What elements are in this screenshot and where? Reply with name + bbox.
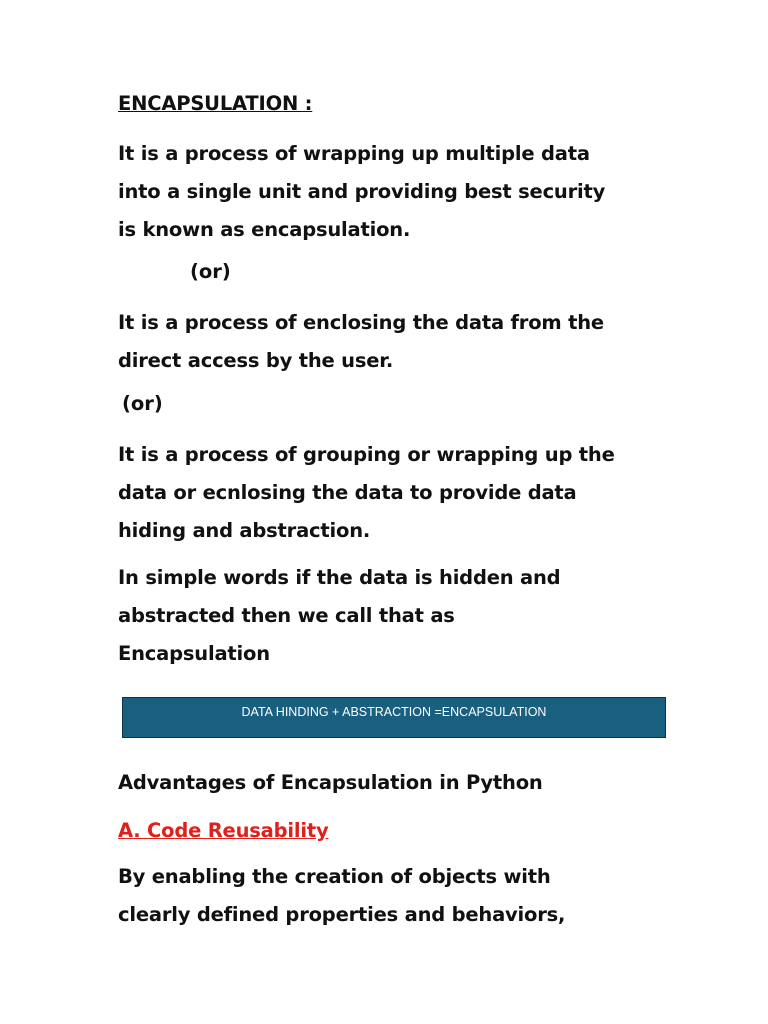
- text-line: In simple words if the data is hidden and: [118, 566, 561, 590]
- paragraph-definition-3: [118, 436, 678, 549]
- formula-banner: [122, 697, 666, 738]
- section-heading-advantages: Advantages of Encapsulation in Python: [118, 770, 543, 794]
- text-line: direct access by the user.: [118, 349, 394, 373]
- text-line: It is a process of enclosing the data from the: [118, 311, 604, 335]
- paragraph-definition-2: [118, 304, 678, 380]
- text-line: hiding and abstraction.: [118, 518, 371, 542]
- text-line: It is a process of wrapping up multiple data: [118, 142, 590, 165]
- document-content: [118, 89, 678, 943]
- text-line: It is a process of grouping or wrapping up the: [118, 442, 615, 466]
- text-line: clearly defined properties and behaviors,: [118, 902, 566, 926]
- text-line: By enabling the creation of objects with: [118, 864, 551, 888]
- paragraph-summary: [118, 559, 678, 672]
- or-separator-1: (or): [190, 260, 231, 284]
- subsection-heading-code-reusability: A. Code Reusability: [118, 818, 329, 842]
- or-separator-2: (or): [122, 391, 163, 415]
- paragraph-code-reusability: [118, 858, 678, 934]
- page-title: ENCAPSULATION :: [118, 92, 313, 115]
- formula-banner-text: DATA HINDING + ABSTRACTION =ENCAPSULATION: [241, 704, 547, 719]
- text-line: is known as encapsulation.: [118, 217, 411, 241]
- text-line: Encapsulation: [118, 641, 270, 665]
- text-line: abstracted then we call that as: [118, 604, 455, 628]
- paragraph-definition-1: [118, 135, 678, 248]
- text-line: data or ecnlosing the data to provide data: [118, 480, 577, 504]
- text-line: into a single unit and providing best security: [118, 179, 606, 203]
